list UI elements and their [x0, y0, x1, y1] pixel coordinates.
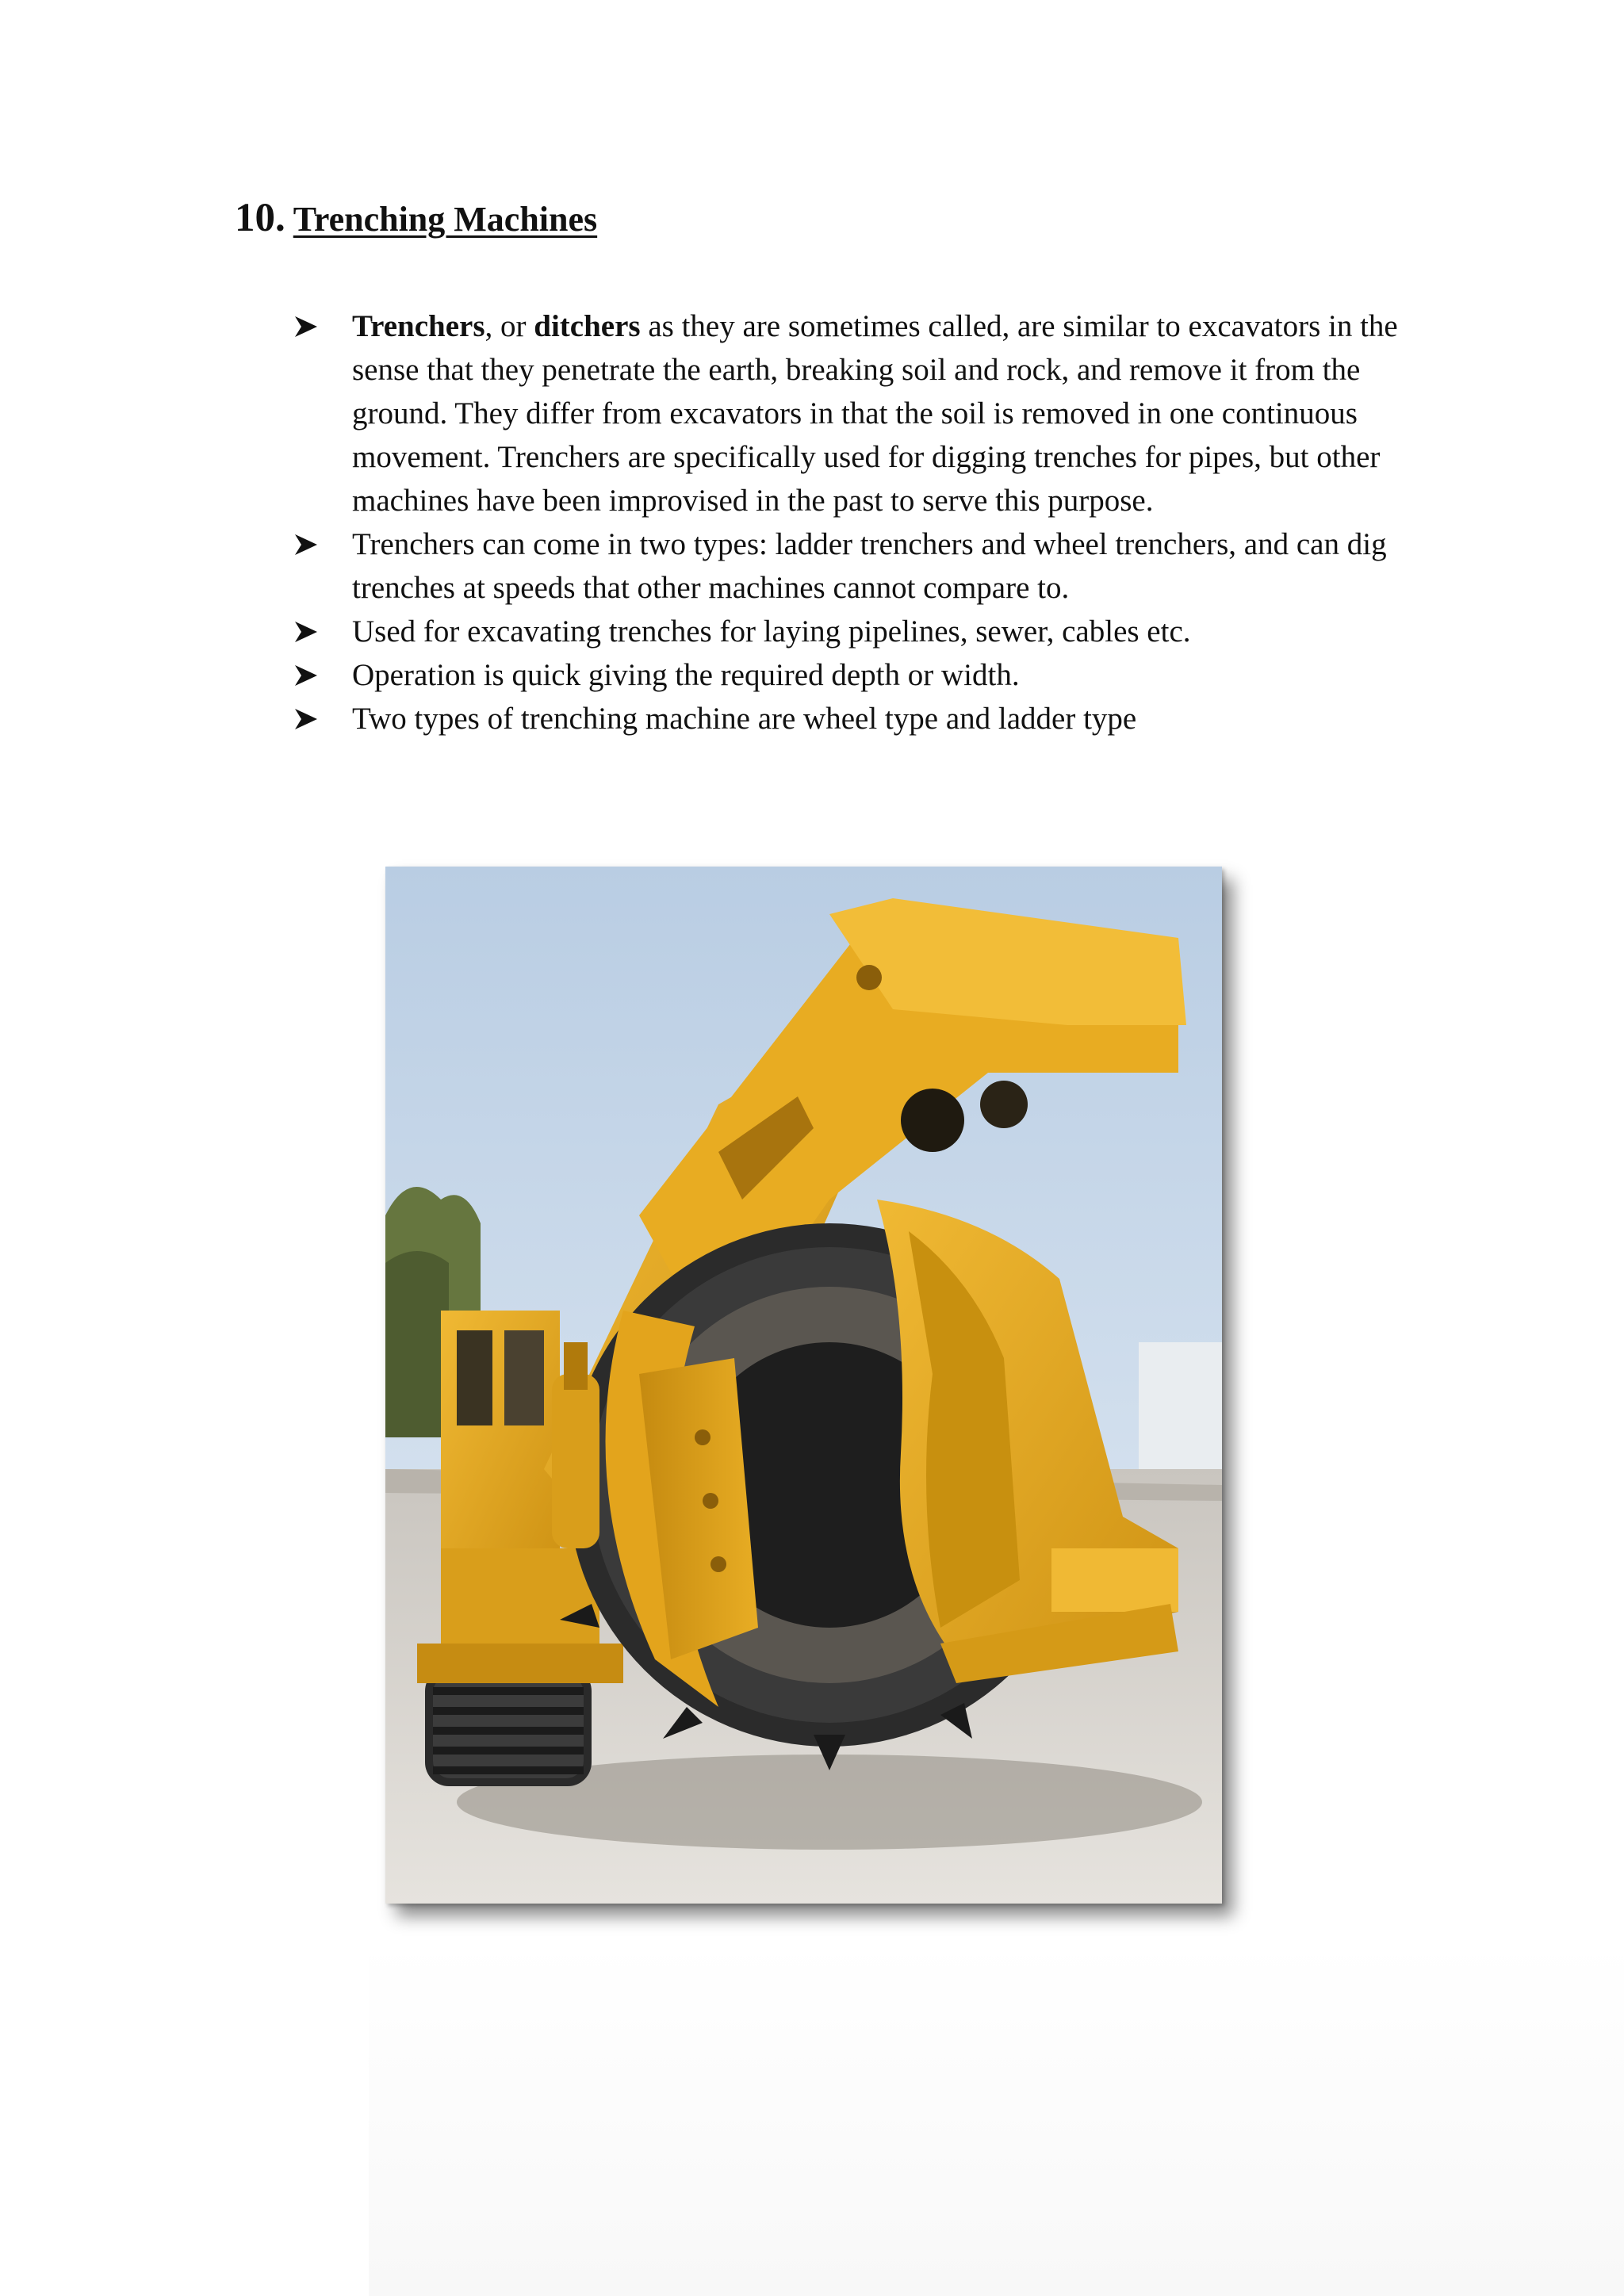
- bullet-item: [293, 304, 1435, 522]
- bullet-list: [293, 304, 1435, 740]
- bullet-text-segment: , or: [485, 309, 534, 343]
- bullet-text: [352, 610, 1435, 653]
- crawler-track: [425, 1667, 592, 1786]
- bold-term: Trenchers: [352, 309, 485, 343]
- trencher-illustration: [385, 867, 1222, 1904]
- page-shade: [369, 1942, 1624, 2296]
- bullet-text: [352, 522, 1435, 610]
- bullet-text-segment: Used for excavating trenches for laying pipelines, sewer, cables etc.: [352, 614, 1191, 649]
- arrowhead-bullet-icon: [293, 610, 325, 653]
- section-title: Trenching Machines: [293, 200, 598, 239]
- bold-term: ditchers: [534, 309, 641, 343]
- bullet-text-segment: Trenchers can come in two types: ladder trenchers and wheel trenchers, and can dig trenches at speeds that other machines cannot compare to.: [352, 527, 1387, 605]
- arrowhead-bullet-icon: [293, 304, 325, 348]
- bullet-text-segment: Two types of trenching machine are wheel type and ladder type: [352, 702, 1137, 736]
- section-heading: [235, 195, 597, 251]
- arrowhead-bullet-icon: [293, 697, 325, 740]
- arrowhead-bullet-icon: [293, 653, 325, 697]
- bullet-item: [293, 522, 1435, 610]
- bullet-item: [293, 610, 1435, 653]
- arrowhead-bullet-icon: [293, 522, 325, 566]
- bullet-item: [293, 697, 1435, 740]
- trencher-photo: [385, 867, 1222, 1904]
- bullet-item: [293, 653, 1435, 697]
- bullet-text-segment: as they are sometimes called, are similar to excavators in the sense that they penetrate the earth, breaking soil and rock, and remove it from the ground. They differ from excavators in that the soil is removed in one continuous movement. Trenchers are specifically used for digging trenches for pipes, but other machines have been improvised in the past to serve this purpose.: [352, 309, 1398, 518]
- bullet-text: [352, 653, 1435, 697]
- bullet-text-segment: Operation is quick giving the required depth or width.: [352, 658, 1020, 692]
- bullet-text: [352, 697, 1435, 740]
- section-number: 10.: [235, 196, 285, 240]
- building: [1139, 1342, 1222, 1485]
- bullet-text: [352, 304, 1435, 522]
